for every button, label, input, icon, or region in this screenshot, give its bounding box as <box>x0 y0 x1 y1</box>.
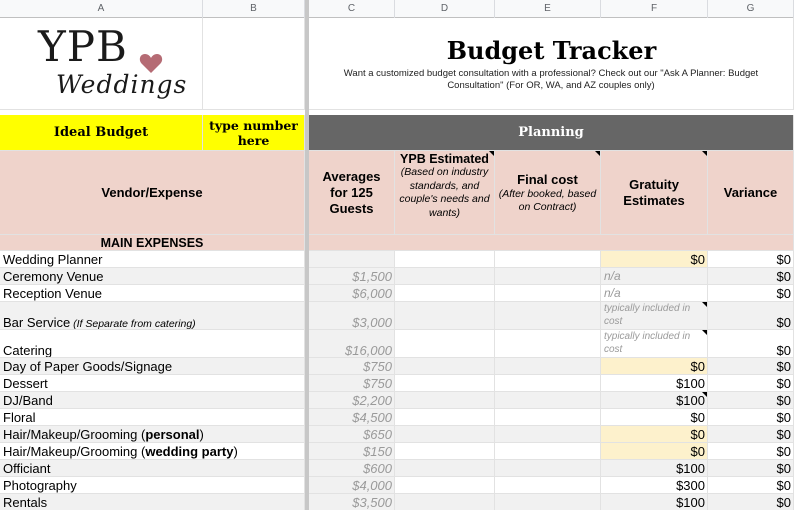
average-cost-cell[interactable]: $16,000 <box>309 330 395 358</box>
average-cost-cell[interactable]: $4,000 <box>309 477 395 494</box>
variance-cell[interactable]: $0 <box>708 285 794 302</box>
ideal-budget-label[interactable]: Ideal Budget <box>0 115 203 151</box>
expense-label-cell[interactable] <box>0 477 305 494</box>
expense-label-cell[interactable] <box>0 302 305 330</box>
gratuity-header[interactable]: Gratuity Estimates <box>601 151 708 235</box>
final-cost-cell[interactable] <box>495 477 601 494</box>
variance-header[interactable]: Variance <box>708 151 794 235</box>
gratuity-cell[interactable]: $300 <box>601 477 708 494</box>
expense-label: Catering <box>3 343 53 358</box>
ypb-estimate-cell[interactable] <box>395 426 495 443</box>
section-main-expenses[interactable]: MAIN EXPENSES <box>0 235 305 251</box>
average-cost-cell[interactable]: $150 <box>309 443 395 460</box>
expense-label-cell[interactable] <box>0 392 305 409</box>
ypb-estimate-cell[interactable] <box>395 285 495 302</box>
ypb-estimate-cell[interactable] <box>395 460 495 477</box>
final-cost-header[interactable] <box>495 151 601 235</box>
expense-label-bold: personal <box>145 427 200 442</box>
gratuity-cell[interactable]: $0 <box>601 443 708 460</box>
final-cost-cell[interactable] <box>495 285 601 302</box>
variance-cell[interactable]: $0 <box>708 494 794 510</box>
expense-label: Hair/Makeup/Grooming ( <box>3 427 146 442</box>
gratuity-cell[interactable]: n/a <box>601 268 708 285</box>
ypb-estimate-cell[interactable] <box>395 268 495 285</box>
variance-cell[interactable]: $0 <box>708 251 794 268</box>
expense-label: Reception Venue <box>3 286 103 301</box>
average-cost-cell[interactable]: $600 <box>309 460 395 477</box>
gratuity-cell[interactable]: $0 <box>601 358 708 375</box>
planning-header[interactable]: Planning <box>309 115 794 151</box>
expense-label: Photography <box>3 478 77 493</box>
column-header-b[interactable]: B <box>203 0 305 18</box>
final-cost-cell[interactable] <box>495 330 601 358</box>
expense-label-cell[interactable] <box>0 375 305 392</box>
ypb-weddings-logo <box>0 18 203 110</box>
gratuity-cell[interactable]: $0 <box>601 251 708 268</box>
expense-label: Rentals <box>3 495 48 510</box>
final-cost-cell[interactable] <box>495 443 601 460</box>
expense-label: DJ/Band <box>3 393 53 408</box>
column-header-a[interactable]: A <box>0 0 203 18</box>
ideal-budget-input[interactable]: type number here <box>203 115 305 151</box>
expense-label: Wedding Planner <box>3 252 103 267</box>
cell-b1[interactable] <box>203 18 305 110</box>
average-cost-cell[interactable]: $3,000 <box>309 302 395 330</box>
section-main-expenses-fill[interactable] <box>309 235 794 251</box>
expense-label-end: ) <box>233 444 238 459</box>
gratuity-cell[interactable]: $100 <box>601 392 708 409</box>
ypb-estimated-note: (Based on industry standards, and couple's needs and wants) <box>399 166 490 219</box>
page-subtitle: Want a customized budget consultation with a professional? Check out our "Ask A Planner: Budget Consultation" (For OR, WA, and AZ couples only) <box>343 68 759 91</box>
page-title: Budget Tracker <box>446 36 657 65</box>
expense-label-cell[interactable] <box>0 443 305 460</box>
variance-cell[interactable]: $0 <box>708 392 794 409</box>
column-header-c[interactable]: C <box>309 0 395 18</box>
average-cost-cell[interactable]: $3,500 <box>309 494 395 510</box>
column-header-d[interactable]: D <box>395 0 495 18</box>
final-cost-cell[interactable] <box>495 375 601 392</box>
expense-label-bold: wedding party <box>145 444 234 459</box>
average-cost-cell[interactable] <box>309 251 395 268</box>
frozen-column-divider[interactable] <box>305 0 309 510</box>
average-cost-cell[interactable]: $1,500 <box>309 268 395 285</box>
variance-cell[interactable]: $0 <box>708 358 794 375</box>
logo-sub-text: Weddings <box>56 70 188 99</box>
final-cost-cell[interactable] <box>495 302 601 330</box>
gratuity-cell[interactable]: $100 <box>601 460 708 477</box>
expense-label-cell[interactable] <box>0 358 305 375</box>
column-header-e[interactable]: E <box>495 0 601 18</box>
expense-label-cell[interactable] <box>0 330 305 358</box>
gratuity-cell[interactable]: typically included in cost <box>601 330 708 358</box>
ypb-estimate-cell[interactable] <box>395 409 495 426</box>
column-header-bar <box>0 0 794 18</box>
final-cost-note: (After booked, based on Contract) <box>498 187 597 213</box>
expense-label-end: ) <box>199 427 204 442</box>
average-cost-cell[interactable]: $650 <box>309 426 395 443</box>
gratuity-cell[interactable]: $100 <box>601 375 708 392</box>
expense-label: Day of Paper Goods/Signage <box>3 359 173 374</box>
ypb-estimate-cell[interactable] <box>395 375 495 392</box>
ypb-estimate-cell[interactable] <box>395 477 495 494</box>
variance-cell[interactable]: $0 <box>708 302 794 330</box>
expense-label: Dessert <box>3 376 48 391</box>
ypb-estimate-cell[interactable] <box>395 392 495 409</box>
final-cost-cell[interactable] <box>495 460 601 477</box>
final-cost-cell[interactable] <box>495 251 601 268</box>
average-cost-cell[interactable]: $750 <box>309 375 395 392</box>
gratuity-cell[interactable]: $0 <box>601 426 708 443</box>
vendor-expense-header[interactable]: Vendor/Expense <box>0 151 305 235</box>
average-cost-cell[interactable]: $4,500 <box>309 409 395 426</box>
ypb-estimate-cell[interactable] <box>395 358 495 375</box>
ypb-estimate-cell[interactable] <box>395 494 495 510</box>
final-cost-cell[interactable] <box>495 494 601 510</box>
expense-label-cell[interactable] <box>0 460 305 477</box>
expense-label-note: (If Separate from catering) <box>70 318 196 330</box>
final-cost-cell[interactable] <box>495 392 601 409</box>
expense-label-cell[interactable] <box>0 494 305 510</box>
expense-label-cell[interactable] <box>0 426 305 443</box>
variance-cell[interactable]: $0 <box>708 409 794 426</box>
gratuity-cell[interactable]: n/a <box>601 285 708 302</box>
averages-header[interactable]: Averages for 125 Guests <box>309 151 395 235</box>
expense-label-cell[interactable] <box>0 409 305 426</box>
variance-cell[interactable]: $0 <box>708 426 794 443</box>
variance-cell[interactable]: $0 <box>708 375 794 392</box>
gratuity-cell[interactable]: $0 <box>601 409 708 426</box>
average-cost-cell[interactable]: $6,000 <box>309 285 395 302</box>
final-cost-cell[interactable] <box>495 358 601 375</box>
column-header-f[interactable]: F <box>601 0 708 18</box>
gratuity-cell[interactable]: $100 <box>601 494 708 510</box>
variance-cell[interactable]: $0 <box>708 477 794 494</box>
variance-cell[interactable]: $0 <box>708 443 794 460</box>
column-header-g[interactable]: G <box>708 0 794 18</box>
expense-label: Floral <box>3 410 36 425</box>
final-cost-cell[interactable] <box>495 268 601 285</box>
final-cost-cell[interactable] <box>495 409 601 426</box>
variance-cell[interactable]: $0 <box>708 460 794 477</box>
expense-label: Officiant <box>3 461 51 476</box>
variance-cell[interactable]: $0 <box>708 330 794 358</box>
ypb-estimate-cell[interactable] <box>395 251 495 268</box>
ypb-estimated-header[interactable] <box>395 151 495 235</box>
logo-brand-text: YPB <box>38 22 128 71</box>
expense-label: Ceremony Venue <box>3 269 104 284</box>
final-cost-title: Final cost <box>517 171 578 187</box>
expense-label: Bar Service <box>3 315 71 330</box>
ypb-estimate-cell[interactable] <box>395 330 495 358</box>
average-cost-cell[interactable]: $750 <box>309 358 395 375</box>
ypb-estimate-cell[interactable] <box>395 443 495 460</box>
variance-cell[interactable]: $0 <box>708 268 794 285</box>
gratuity-cell[interactable]: typically included in cost <box>601 302 708 330</box>
ypb-estimate-cell[interactable] <box>395 302 495 330</box>
expense-label: Hair/Makeup/Grooming ( <box>3 444 146 459</box>
final-cost-cell[interactable] <box>495 426 601 443</box>
expense-label-cell[interactable] <box>0 285 305 302</box>
expense-label-cell[interactable] <box>0 268 305 285</box>
expense-label-cell[interactable] <box>0 251 305 268</box>
average-cost-cell[interactable]: $2,200 <box>309 392 395 409</box>
ypb-estimated-title: YPB Estimated <box>400 152 489 166</box>
